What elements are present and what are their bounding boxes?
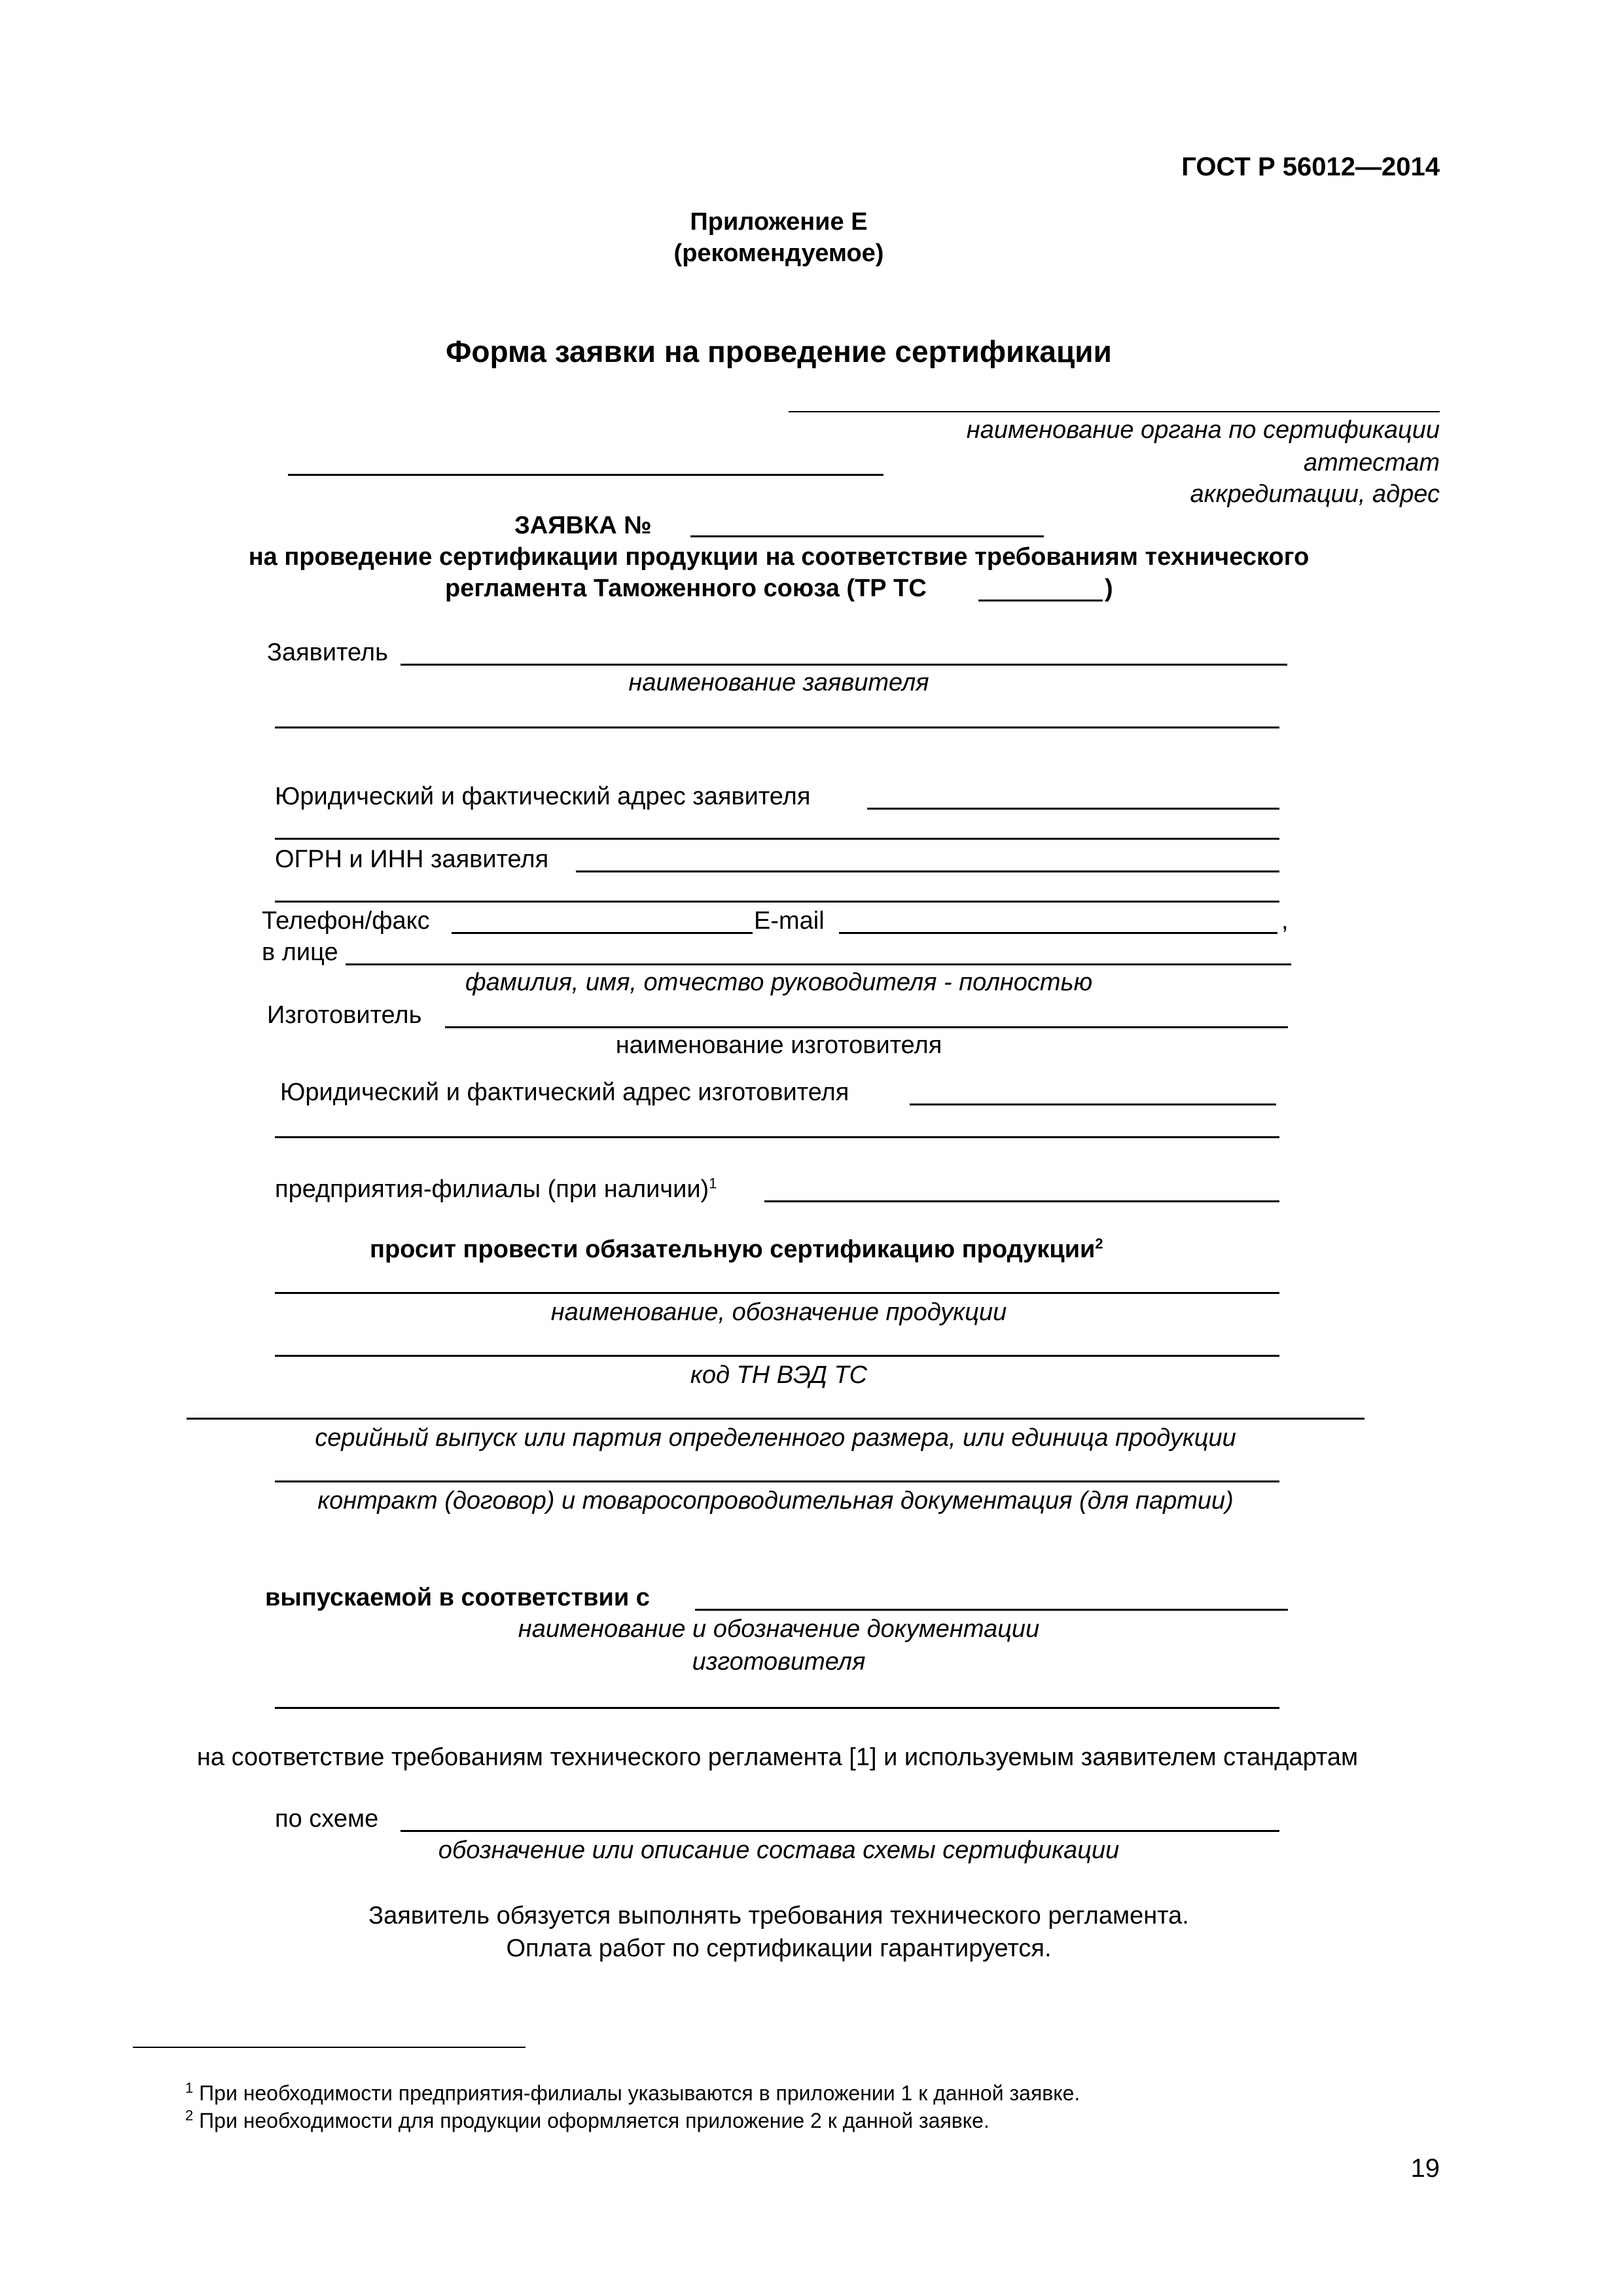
docs-caption-1: наименование и обозначение документации: [518, 1615, 1040, 1643]
represented-by-line: [346, 963, 1291, 965]
ogrn-inn-label: ОГРН и ИНН заявителя: [275, 846, 549, 873]
produced-per-line: [695, 1609, 1288, 1611]
phone-fax-label: Телефон/факс: [262, 907, 430, 935]
contract-line: [275, 1480, 1279, 1482]
manufacturer-caption: наименование изготовителя: [615, 1031, 942, 1059]
manufacturer-line: [445, 1026, 1288, 1028]
ogrn-inn-line-2: [275, 901, 1279, 903]
applicant-address-line: [867, 808, 1279, 810]
batch-caption: серийный выпуск или партия определенного размера, или единица продукции: [315, 1424, 1236, 1452]
represented-by-label: в лице: [262, 939, 338, 966]
application-subtitle-2-end: ): [1105, 575, 1113, 602]
batch-line: [187, 1418, 1364, 1420]
branches-label: [275, 1174, 717, 1204]
certification-request: [370, 1234, 1103, 1265]
applicant-address-label: Юридический и фактический адрес заявителя: [275, 783, 811, 810]
obligation-statement: Заявитель обязуется выполнять требования технического регламента.: [368, 1902, 1189, 1929]
product-line: [275, 1292, 1279, 1294]
branches-text: предприятия-филиалы (при наличии): [275, 1175, 709, 1203]
application-title: ЗАЯВКА №: [514, 512, 652, 539]
scheme-line: [401, 1830, 1279, 1832]
manufacturer-address-line-2: [275, 1136, 1279, 1138]
request-footnote-mark: 2: [1095, 1235, 1103, 1252]
produced-per-label: выпускаемой в соответствии с: [265, 1584, 650, 1611]
scheme-label: по схеме: [275, 1805, 379, 1833]
applicant-line: [401, 664, 1287, 666]
technical-regulation-line: [978, 600, 1103, 601]
tnved-caption: код ТН ВЭД ТС: [690, 1361, 868, 1389]
applicant-address-line-2: [275, 838, 1279, 840]
footnote-2-mark: 2: [185, 2107, 194, 2124]
footnote-2-text: При необходимости для продукции оформляется приложение 2 к данной заявке.: [199, 2109, 990, 2132]
branches-footnote-mark: 1: [709, 1175, 717, 1192]
scheme-caption: обозначение или описание состава схемы сертификации: [438, 1837, 1120, 1864]
conformity-statement: на соответствие требованиям технического регламента [1] и используемым заявителем стандартам: [196, 1744, 1359, 1771]
footnote-1: [185, 2080, 1080, 2106]
email-comma: ,: [1281, 907, 1289, 935]
manufacturer-address-line: [910, 1103, 1276, 1105]
ogrn-inn-line: [576, 870, 1279, 872]
certification-body-caption: наименование органа по сертификации: [966, 416, 1440, 444]
docs-line: [275, 1707, 1279, 1709]
annex-label: Приложение Е: [690, 208, 868, 236]
docs-caption-2: изготовителя: [692, 1648, 866, 1676]
standard-number: ГОСТ Р 56012—2014: [1181, 152, 1440, 181]
footnote-separator: [133, 2047, 526, 2048]
email-label: E-mail: [754, 907, 825, 935]
product-caption: наименование, обозначение продукции: [550, 1299, 1007, 1326]
tnved-line: [275, 1355, 1279, 1357]
certification-request-text: просит провести обязательную сертификацию продукции: [370, 1236, 1096, 1263]
email-line: [839, 932, 1277, 934]
attestat-line: [288, 474, 883, 476]
footnote-1-mark: 1: [185, 2079, 194, 2096]
manufacturer-label: Изготовитель: [267, 1001, 422, 1029]
branches-line: [764, 1200, 1279, 1202]
payment-statement: Оплата работ по сертификации гарантируется.: [506, 1935, 1052, 1962]
attestat-caption: аттестат: [1303, 449, 1440, 476]
certification-body-line: [789, 411, 1440, 412]
form-title: Форма заявки на проведение сертификации: [446, 334, 1112, 368]
head-name-caption: фамилия, имя, отчество руководителя - полностью: [465, 969, 1093, 996]
accreditation-address-caption: аккредитации, адрес: [1190, 480, 1440, 508]
applicant-caption: наименование заявителя: [628, 669, 929, 696]
applicant-line-2: [275, 726, 1279, 728]
footnote-1-text: При необходимости предприятия-филиалы указываются в приложении 1 к данной заявке.: [199, 2081, 1080, 2105]
application-subtitle-2: регламента Таможенного союза (ТР ТС: [445, 575, 927, 602]
contract-caption: контракт (договор) и товаросопроводительная документация (для партии): [317, 1487, 1234, 1515]
footnote-2: [185, 2108, 990, 2134]
application-number-line: [690, 535, 1044, 537]
phone-fax-line: [452, 932, 753, 934]
application-subtitle-1: на проведение сертификации продукции на соответствие требованиям технического: [248, 543, 1310, 571]
annex-type: (рекомендуемое): [673, 240, 884, 267]
manufacturer-address-label: Юридический и фактический адрес изготовителя: [280, 1079, 849, 1106]
applicant-label: Заявитель: [267, 639, 388, 666]
page-number: 19: [1410, 2154, 1440, 2183]
